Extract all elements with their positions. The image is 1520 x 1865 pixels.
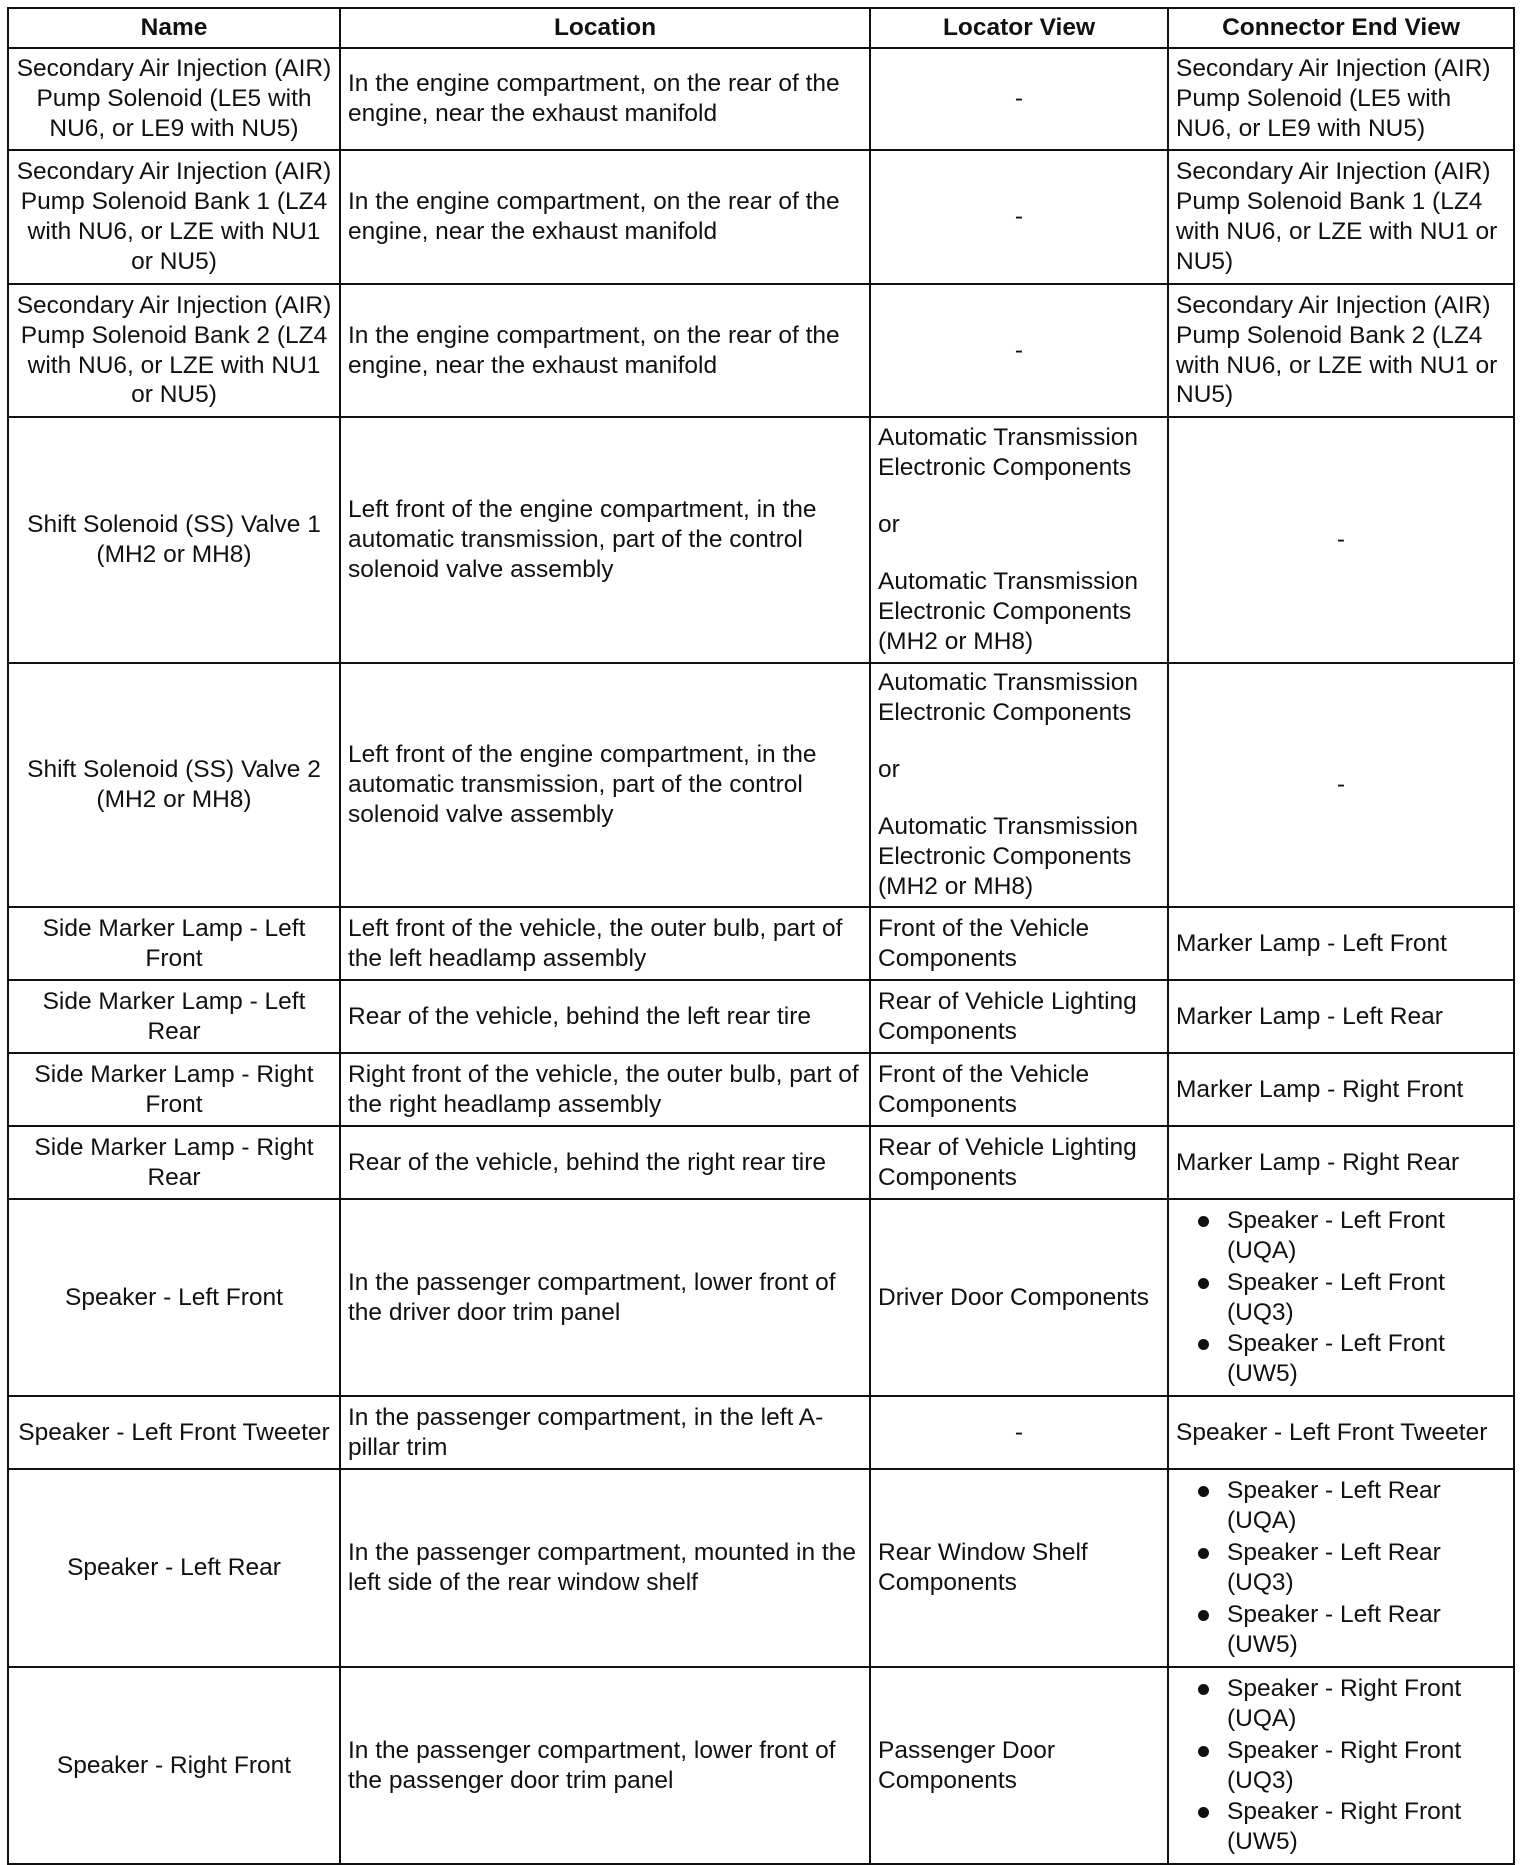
connector-text: - bbox=[1336, 526, 1346, 554]
locator-view-text: Automatic Transmission Electronic Components (MH2 or MH8) bbox=[878, 568, 1139, 655]
locator-view-text: or bbox=[878, 511, 900, 539]
cell-name: Side Marker Lamp - Right Front bbox=[8, 1053, 340, 1126]
cell-location: In the passenger compartment, in the left A-pillar trim bbox=[340, 1396, 870, 1469]
cell-connector-end-view bbox=[1168, 1053, 1514, 1126]
cell-locator-view bbox=[870, 1199, 1168, 1396]
cell-connector-end-view bbox=[1168, 907, 1514, 980]
cell-locator-view bbox=[870, 1396, 1168, 1469]
locator-view-text: or bbox=[878, 756, 900, 784]
cell-name: Shift Solenoid (SS) Valve 1 (MH2 or MH8) bbox=[8, 417, 340, 663]
connector-text: Secondary Air Injection (AIR) Pump Solenoid Bank 2 (LZ4 with NU6, or LZE with NU1 or NU5) bbox=[1176, 291, 1498, 409]
list-item: Speaker - Left Rear (UQ3) bbox=[1176, 1538, 1506, 1598]
connector-text: Secondary Air Injection (AIR) Pump Solenoid (LE5 with NU6, or LE9 with NU5) bbox=[1176, 55, 1491, 142]
cell-location: Rear of the vehicle, behind the left rear tire bbox=[340, 980, 870, 1053]
list-item: Speaker - Left Rear (UQA) bbox=[1176, 1476, 1506, 1536]
cell-connector-end-view bbox=[1168, 417, 1514, 663]
cell-location: Rear of the vehicle, behind the right rear tire bbox=[340, 1126, 870, 1199]
connector-text: Secondary Air Injection (AIR) Pump Solenoid Bank 1 (LZ4 with NU6, or LZE with NU1 or NU5) bbox=[1176, 158, 1498, 275]
locator-view-text: - bbox=[1014, 203, 1024, 231]
cell-connector-end-view bbox=[1168, 1396, 1514, 1469]
table-row bbox=[8, 48, 1514, 150]
locator-view-text: Rear Window Shelf Components bbox=[878, 1539, 1088, 1596]
cell-name: Shift Solenoid (SS) Valve 2 (MH2 or MH8) bbox=[8, 663, 340, 907]
cell-name: Secondary Air Injection (AIR) Pump Solenoid Bank 2 (LZ4 with NU6, or LZE with NU1 or NU5) bbox=[8, 284, 340, 417]
list-item: Speaker - Right Front (UQA) bbox=[1176, 1674, 1506, 1734]
header-location: Location bbox=[340, 8, 870, 48]
cell-locator-view bbox=[870, 1667, 1168, 1864]
connector-text: Marker Lamp - Left Rear bbox=[1176, 1002, 1443, 1030]
cell-location: In the passenger compartment, lower front of the driver door trim panel bbox=[340, 1199, 870, 1396]
cell-name: Speaker - Right Front bbox=[8, 1667, 340, 1864]
table-row bbox=[8, 907, 1514, 980]
connector-bullet-list bbox=[1176, 1206, 1506, 1389]
locator-view-text: - bbox=[1014, 336, 1024, 364]
list-item: Speaker - Left Front (UW5) bbox=[1176, 1329, 1506, 1389]
table-row bbox=[8, 417, 1514, 663]
cell-locator-view bbox=[870, 417, 1168, 663]
connector-text: Marker Lamp - Right Rear bbox=[1176, 1148, 1460, 1176]
locator-view-text: - bbox=[1014, 85, 1024, 113]
cell-name: Side Marker Lamp - Left Rear bbox=[8, 980, 340, 1053]
table-row bbox=[8, 1667, 1514, 1864]
cell-name: Secondary Air Injection (AIR) Pump Solenoid (LE5 with NU6, or LE9 with NU5) bbox=[8, 48, 340, 150]
table-row bbox=[8, 1053, 1514, 1126]
cell-location: Left front of the vehicle, the outer bulb, part of the left headlamp assembly bbox=[340, 907, 870, 980]
header-locator-view: Locator View bbox=[870, 8, 1168, 48]
locator-view-text: Front of the Vehicle Components bbox=[878, 1060, 1090, 1118]
table-row bbox=[8, 980, 1514, 1053]
cell-name: Side Marker Lamp - Left Front bbox=[8, 907, 340, 980]
cell-location: In the engine compartment, on the rear of the engine, near the exhaust manifold bbox=[340, 150, 870, 284]
cell-location: Left front of the engine compartment, in the automatic transmission, part of the control solenoid valve assembly bbox=[340, 417, 870, 663]
cell-connector-end-view bbox=[1168, 48, 1514, 150]
locator-view-text: Automatic Transmission Electronic Components (MH2 or MH8) bbox=[878, 813, 1139, 900]
cell-locator-view bbox=[870, 907, 1168, 980]
table-row bbox=[8, 1199, 1514, 1396]
header-name: Name bbox=[8, 8, 340, 48]
cell-location: In the engine compartment, on the rear of the engine, near the exhaust manifold bbox=[340, 48, 870, 150]
connector-text: - bbox=[1336, 771, 1346, 799]
locator-view-text: Front of the Vehicle Components bbox=[878, 914, 1090, 972]
cell-location: Left front of the engine compartment, in the automatic transmission, part of the control solenoid valve assembly bbox=[340, 663, 870, 907]
header-row bbox=[8, 8, 1514, 48]
connector-text: Speaker - Left Front Tweeter bbox=[1176, 1418, 1488, 1446]
cell-locator-view bbox=[870, 48, 1168, 150]
cell-connector-end-view bbox=[1168, 150, 1514, 284]
cell-locator-view bbox=[870, 1469, 1168, 1667]
list-item: Speaker - Left Front (UQA) bbox=[1176, 1206, 1506, 1266]
cell-connector-end-view bbox=[1168, 1469, 1514, 1667]
table-row bbox=[8, 1126, 1514, 1199]
cell-location: In the passenger compartment, lower front of the passenger door trim panel bbox=[340, 1667, 870, 1864]
cell-connector-end-view bbox=[1168, 1199, 1514, 1396]
cell-location: In the passenger compartment, mounted in the left side of the rear window shelf bbox=[340, 1469, 870, 1667]
cell-locator-view bbox=[870, 284, 1168, 417]
cell-name: Speaker - Left Rear bbox=[8, 1469, 340, 1667]
connector-text: Marker Lamp - Right Front bbox=[1176, 1075, 1464, 1103]
table-row bbox=[8, 284, 1514, 417]
cell-name: Secondary Air Injection (AIR) Pump Solenoid Bank 1 (LZ4 with NU6, or LZE with NU1 or NU5) bbox=[8, 150, 340, 284]
cell-locator-view bbox=[870, 1053, 1168, 1126]
cell-connector-end-view bbox=[1168, 980, 1514, 1053]
cell-connector-end-view bbox=[1168, 1667, 1514, 1864]
list-item: Speaker - Left Front (UQ3) bbox=[1176, 1268, 1506, 1328]
header-connector-end-view: Connector End View bbox=[1168, 8, 1514, 48]
locator-view-text: Automatic Transmission Electronic Components bbox=[878, 424, 1139, 482]
cell-name: Side Marker Lamp - Right Rear bbox=[8, 1126, 340, 1199]
connector-bullet-list bbox=[1176, 1674, 1506, 1857]
cell-name: Speaker - Left Front Tweeter bbox=[8, 1396, 340, 1469]
locator-view-text: Rear of Vehicle Lighting Components bbox=[878, 1133, 1137, 1191]
cell-connector-end-view bbox=[1168, 284, 1514, 417]
cell-connector-end-view bbox=[1168, 663, 1514, 907]
cell-location: Right front of the vehicle, the outer bulb, part of the right headlamp assembly bbox=[340, 1053, 870, 1126]
list-item: Speaker - Right Front (UQ3) bbox=[1176, 1736, 1506, 1796]
locator-view-text: Automatic Transmission Electronic Components bbox=[878, 669, 1139, 727]
locator-view-text: Rear of Vehicle Lighting Components bbox=[878, 987, 1137, 1045]
cell-locator-view bbox=[870, 663, 1168, 907]
table-row bbox=[8, 663, 1514, 907]
cell-locator-view bbox=[870, 1126, 1168, 1199]
connector-text: Marker Lamp - Left Front bbox=[1176, 929, 1447, 957]
table-body bbox=[8, 48, 1514, 1864]
list-item: Speaker - Right Front (UW5) bbox=[1176, 1797, 1506, 1857]
cell-locator-view bbox=[870, 980, 1168, 1053]
component-locator-table bbox=[7, 7, 1515, 1865]
table-row bbox=[8, 1469, 1514, 1667]
connector-bullet-list bbox=[1176, 1476, 1506, 1659]
cell-connector-end-view bbox=[1168, 1126, 1514, 1199]
locator-view-text: - bbox=[1014, 1418, 1024, 1446]
locator-view-text: Driver Door Components bbox=[878, 1283, 1149, 1311]
list-item: Speaker - Left Rear (UW5) bbox=[1176, 1600, 1506, 1660]
locator-view-text: Passenger Door Components bbox=[878, 1736, 1056, 1794]
cell-location: In the engine compartment, on the rear of the engine, near the exhaust manifold bbox=[340, 284, 870, 417]
cell-name: Speaker - Left Front bbox=[8, 1199, 340, 1396]
cell-locator-view bbox=[870, 150, 1168, 284]
table-row bbox=[8, 150, 1514, 284]
table-row bbox=[8, 1396, 1514, 1469]
